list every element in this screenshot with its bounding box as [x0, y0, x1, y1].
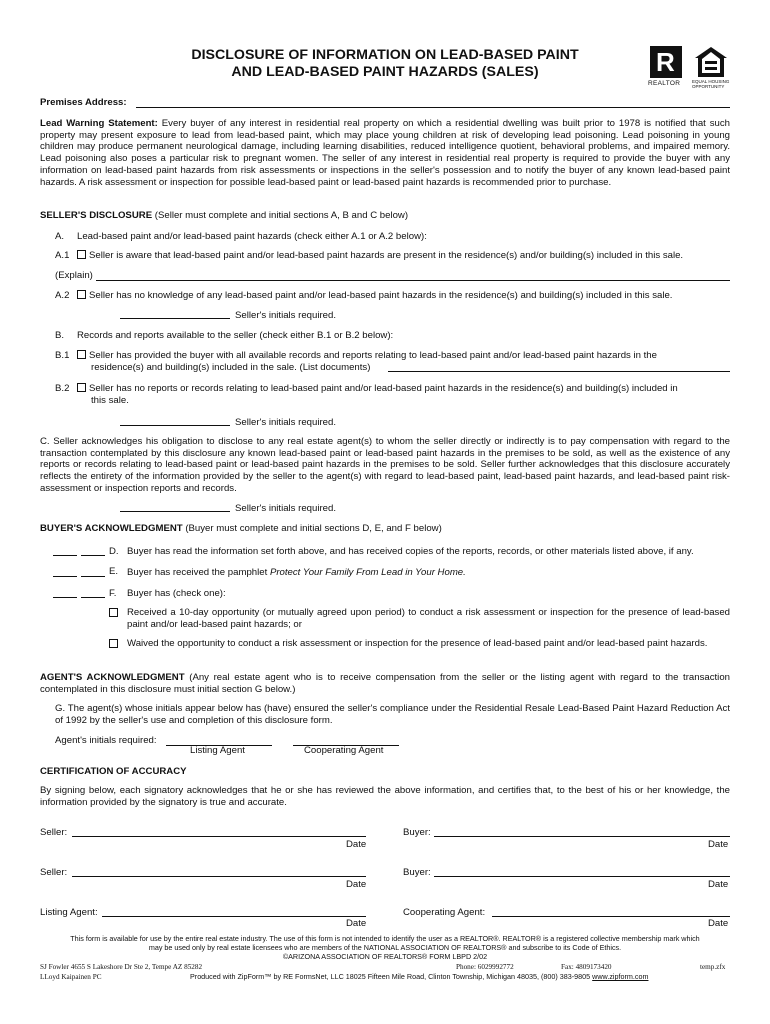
footer-line-1: This form is available for use by the entire real estate industry. The use of this form is not intended to identify the user as a REALTOR®. REALTOR® is a registered collective membership mark which — [70, 934, 700, 943]
cooperating-agent-label: Cooperating Agent: — [403, 907, 486, 918]
office-line-2: LLoyd Kaipainen PC — [40, 973, 102, 981]
section-a-label: A. — [55, 231, 65, 242]
equal-housing-icon — [694, 46, 728, 78]
list-documents-field[interactable] — [388, 361, 730, 372]
buyer-2-date-label: Date — [708, 879, 729, 890]
e-label: E. — [109, 566, 119, 577]
seller-2-label: Seller: — [40, 867, 68, 878]
f1-item — [109, 607, 730, 630]
explain-field[interactable] — [96, 270, 730, 281]
listing-agent-date-label: Date — [346, 918, 367, 929]
footer-line-3: ©ARIZONA ASSOCIATION OF REALTORS® FORM LBPD 2/02 — [282, 952, 488, 961]
a2-label: A.2 — [55, 290, 70, 301]
agent-heading-text: AGENT'S ACKNOWLEDGMENT — [40, 672, 185, 683]
a2-checkbox[interactable] — [77, 290, 86, 299]
lead-warning-statement — [40, 118, 730, 188]
cooperating-agent-signature-field[interactable] — [492, 906, 730, 917]
cooperating-agent-date-label: Date — [708, 918, 729, 929]
seller-2-date-label: Date — [346, 879, 367, 890]
buyer-ack-heading — [40, 523, 442, 535]
buyer-heading-note: (Buyer must complete and initial sections D, E, and F below) — [185, 523, 442, 534]
cooperating-agent-caption: Cooperating Agent — [304, 745, 384, 756]
seller-heading-note: (Seller must complete and initial sections A, B and C below) — [154, 210, 409, 221]
listing-agent-caption: Listing Agent — [190, 745, 245, 756]
b2-label: B.2 — [55, 383, 70, 394]
certification-heading: CERTIFICATION OF ACCURACY — [40, 766, 187, 777]
seller-initial-2-field[interactable] — [173, 308, 230, 319]
seller-initial-3-field[interactable] — [120, 415, 177, 426]
seller-1-signature-field[interactable] — [72, 826, 366, 837]
office-fax: Fax: 4809173420 — [561, 963, 612, 971]
a2-text: Seller has no knowledge of any lead-based paint and/or lead-based paint hazards in the residence(s) and building(s) included in this sale. — [89, 290, 673, 301]
logos — [650, 46, 730, 96]
b2-text-1: Seller has no reports or records relating to lead-based paint and/or lead-based paint hazards in the residence(s) and building(s) included in — [89, 383, 678, 394]
a1-item — [77, 250, 730, 262]
f2-checkbox[interactable] — [109, 639, 118, 648]
f2-item — [109, 638, 730, 650]
realtor-mark: REALTOR — [648, 80, 681, 87]
f1-text: Received a 10-day opportunity (or mutually agreed upon period) to conduct a risk assessment or inspection for the presence of lead-based paint and/or lead-based paint hazards; or — [127, 607, 730, 630]
seller-disclosure-heading — [40, 210, 408, 222]
f-label: F. — [109, 588, 117, 599]
warning-heading: Lead Warning Statement: — [40, 118, 158, 129]
seller-2-signature-field[interactable] — [72, 866, 366, 877]
premises-address-field[interactable] — [136, 97, 730, 108]
title-line-1: DISCLOSURE OF INFORMATION ON LEAD-BASED PAINT — [191, 47, 579, 63]
buyer-1-date-label: Date — [708, 839, 729, 850]
footer-line-2: may be used only by real estate licensees who are members of the NATIONAL ASSOCIATION OF REALTORS® and subscribe to its Code of Ethics. — [148, 943, 622, 952]
a1-label: A.1 — [55, 250, 70, 261]
realtor-logo-icon — [650, 46, 682, 78]
buyer-initial-f2-field[interactable] — [81, 587, 105, 598]
seller-1-date-label: Date — [346, 839, 367, 850]
a1-text: Seller is aware that lead-based paint and/or lead-based paint hazards are present in the residence(s) and/or building(s) included in this sale. — [89, 250, 684, 261]
seller-initials-required-3: Seller's initials required. — [235, 503, 337, 514]
seller-initial-1-field[interactable] — [120, 308, 177, 319]
d-text: Buyer has read the information set forth above, and has received copies of the reports, records, or other materials listed above, if any. — [127, 546, 694, 557]
seller-initial-6-field[interactable] — [173, 501, 230, 512]
section-b-label: B. — [55, 330, 65, 341]
a1-checkbox[interactable] — [77, 250, 86, 259]
buyer-1-signature-field[interactable] — [434, 826, 730, 837]
eho-text: EQUAL HOUSING OPPORTUNITY — [692, 79, 730, 89]
footer-notice — [40, 934, 730, 961]
listing-agent-label: Listing Agent: — [40, 907, 98, 918]
office-phone: Phone: 6029992772 — [456, 963, 514, 971]
office-line-1: SJ Fowler 4655 S Lakeshore Dr Ste 2, Tempe AZ 85282 — [40, 963, 203, 971]
agent-heading-note: (Any real estate agent who is to receive compensation from the seller or the listing agent with regard to the transaction contemplated in this disclosure must initial section G below.) — [40, 672, 730, 695]
e-text: Buyer has received the pamphlet — [127, 567, 268, 578]
produced-text: Produced with ZipForm™ by RE FormsNet, LLC 18025 Fifteen Mile Road, Clinton Township, Michigan 48035, (800) 383-9805 — [190, 972, 591, 981]
b1-text-1: Seller has provided the buyer with all available records and reports relating to lead-based paint and/or lead-based paint hazards in the — [89, 350, 657, 361]
seller-initial-5-field[interactable] — [120, 501, 177, 512]
seller-initial-4-field[interactable] — [173, 415, 230, 426]
e-item — [127, 567, 466, 579]
b2-item — [77, 383, 730, 395]
b2-text-2: this sale. — [91, 395, 129, 406]
f1-checkbox[interactable] — [109, 608, 118, 617]
buyer-2-label: Buyer: — [403, 867, 431, 878]
buyer-initial-d1-field[interactable] — [53, 545, 77, 556]
section-a-text: Lead-based paint and/or lead-based paint hazards (check either A.1 or A.2 below): — [77, 231, 427, 242]
buyer-2-signature-field[interactable] — [434, 866, 730, 877]
section-g-text: G. The agent(s) whose initials appear below has (have) ensured the seller's compliance under the Residential Resale Lead-Based Paint Hazard Reduction Act of 1992 by the seller's use and completion of this disclosure form. — [55, 703, 730, 726]
b2-checkbox[interactable] — [77, 383, 86, 392]
buyer-1-label: Buyer: — [403, 827, 431, 838]
b1-text-2: residence(s) and building(s) included in the sale. (List documents) — [91, 362, 371, 373]
zipform-link[interactable]: www.zipform.com — [592, 972, 649, 981]
buyer-initial-f1-field[interactable] — [53, 587, 77, 598]
listing-agent-signature-field[interactable] — [102, 906, 366, 917]
title-line-2: AND LEAD-BASED PAINT HAZARDS (SALES) — [231, 64, 539, 80]
b1-checkbox[interactable] — [77, 350, 86, 359]
buyer-heading-text: BUYER'S ACKNOWLEDGMENT — [40, 523, 183, 534]
d-label: D. — [109, 546, 119, 557]
buyer-initial-d2-field[interactable] — [81, 545, 105, 556]
seller-initials-required-2: Seller's initials required. — [235, 417, 337, 428]
b1-label: B.1 — [55, 350, 70, 361]
a2-item — [77, 290, 730, 302]
seller-initials-required-1: Seller's initials required. — [235, 310, 337, 321]
seller-1-label: Seller: — [40, 827, 68, 838]
file-name: temp.zfx — [700, 963, 726, 971]
f2-text: Waived the opportunity to conduct a risk assessment or inspection for the presence of lead-based paint and/or lead-based paint hazards. — [127, 638, 708, 649]
agent-initials-label: Agent's initials required: — [55, 735, 157, 746]
certification-text: By signing below, each signatory acknowledges that he or she has reviewed the above information, and certifies that, to the best of his or her knowledge, the information provided by the signatory is true and accurate. — [40, 785, 730, 808]
e-pamphlet-title: Protect Your Family From Lead in Your Home. — [269, 567, 466, 578]
premises-label: Premises Address: — [40, 97, 127, 108]
explain-label: (Explain) — [55, 270, 93, 281]
section-c-text: C. Seller acknowledges his obligation to disclose to any real estate agent(s) to whom the seller directly or indirectly is to pay compensation with regard to the transaction contemplated by this disclosure any known lead-based paint or lead-based paint hazards in the premises to be sold, as well as the existence of any reports or records relating to lead-based paint or lead-based paint hazards in the premises to be sold. Seller further acknowledges that this disclosure accurately reflects the entirety of the information provided by the seller to the agent(s) with regard to lead-based paint, lead-based paint hazards, and lead-based paint risk-assessment or inspection reports and records. — [40, 436, 730, 494]
section-b-text: Records and reports available to the seller (check either B.1 or B.2 below): — [77, 330, 394, 341]
warning-text: Every buyer of any interest in residential real property on which a residential dwelling was built prior to 1978 is notified that such property may present exposure to lead from lead-based paint, which may place young children at risk of developing lead poisoning. Lead poisoning in young children may produce permanent neurological damage, including learning disabilities, reduced intelligence quotient, behavioral problems, and impaired memory. Lead poisoning also poses a particular risk to pregnant women. The seller of any interest in residential real property is required to provide the buyer with any information on lead-based paint hazards from risk assessments or inspections in the seller's possession and to notify the buyer of any known lead-based paint hazards. A risk assessment or inspection for possible lead-based paint or lead-based paint hazards is recommended prior to purchase. — [40, 118, 730, 188]
f-text: Buyer has (check one): — [127, 588, 226, 599]
buyer-initial-e1-field[interactable] — [53, 566, 77, 577]
seller-heading-text: SELLER'S DISCLOSURE — [40, 210, 153, 221]
buyer-initial-e2-field[interactable] — [81, 566, 105, 577]
produced-by — [190, 973, 648, 982]
agent-ack-heading — [40, 672, 730, 695]
b1-item — [77, 350, 730, 362]
